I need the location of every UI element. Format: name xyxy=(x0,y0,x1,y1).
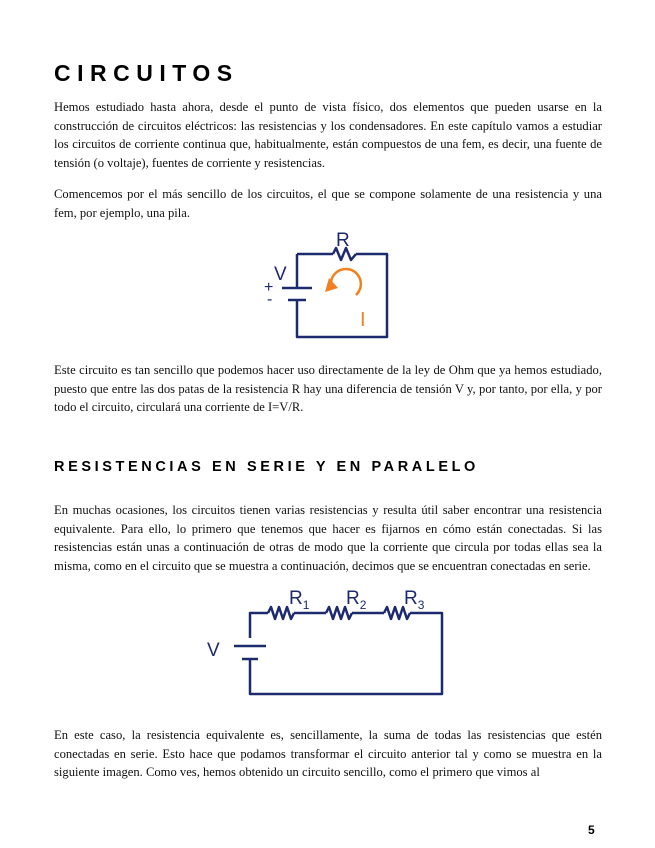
minus-sign: - xyxy=(267,291,273,308)
circuit1-wire-right xyxy=(297,254,387,337)
series-intro-paragraph: En muchas ocasiones, los circuitos tienen varias resistencias y resulta útil saber encontrar una resistencia equivalente. Para ello, lo primero que tenemos que hacer es fijarnos en cómo están conectadas. Si las resistencias están unas a continuación de otras de modo que la corriente que circula por todas ellas sea la misma, como en el circuito que se muestra a continuación, decimos que se encuentran conectadas en serie. xyxy=(54,503,602,573)
circuit2-wire-right xyxy=(250,613,442,694)
page-number: 5 xyxy=(588,823,595,837)
series-circuit-diagram xyxy=(200,580,450,705)
simple-circuit-diagram xyxy=(255,222,405,342)
ohm-law-paragraph: Este circuito es tan sencillo que podemos hacer uso directamente de la ley de Ohm que ya hemos estudiado, puesto que entre las dos patas de la resistencia R hay una diferencia de tensión V y, por tanto, por ella, y por todo el circuito, circulará una corriente de I=V/R. xyxy=(54,363,602,415)
resistor-2-label: $R_2$ xyxy=(346,588,367,612)
plus-sign: + xyxy=(264,279,274,296)
current-label: I xyxy=(360,309,366,331)
circuit2-wire-top-left xyxy=(250,613,268,638)
voltage-label: V xyxy=(274,264,287,285)
resistor-1-label: $R_1$ xyxy=(289,588,310,612)
current-arrow-icon xyxy=(325,269,361,295)
page-title: CIRCUITOS xyxy=(54,60,239,86)
equivalent-resistance-paragraph: En este caso, la resistencia equivalente es, sencillamente, la suma de todas las resistencias que estén conectadas en serie. Esto hace que podamos transformar el circuito anterior tal y como se muestra en la siguiente imagen. Como ves, hemos obtenido un circuito sencillo, como el primero que vimos al xyxy=(54,728,602,780)
section-title: RESISTENCIAS EN SERIE Y EN PARALELO xyxy=(54,459,479,475)
voltage-label-2: V xyxy=(207,640,220,661)
simple-circuit-paragraph: Comencemos por el más sencillo de los circuitos, el que se compone solamente de una resistencia y una fem, por ejemplo, una pila. xyxy=(54,187,602,220)
intro-paragraph: Hemos estudiado hasta ahora, desde el punto de vista físico, dos elementos que pueden usarse en la construcción de circuitos eléctricos: las resistencias y los condensadores. En este capítulo vamos a estudiar los circuitos de corriente continua que, habitualmente, están compuestos de una fem, es decir, una fuente de tensión (o voltaje), fuentes de corriente y resistencias. xyxy=(54,100,602,170)
resistor-3-label: $R_3$ xyxy=(404,588,425,612)
resistor-label: R xyxy=(336,230,350,251)
